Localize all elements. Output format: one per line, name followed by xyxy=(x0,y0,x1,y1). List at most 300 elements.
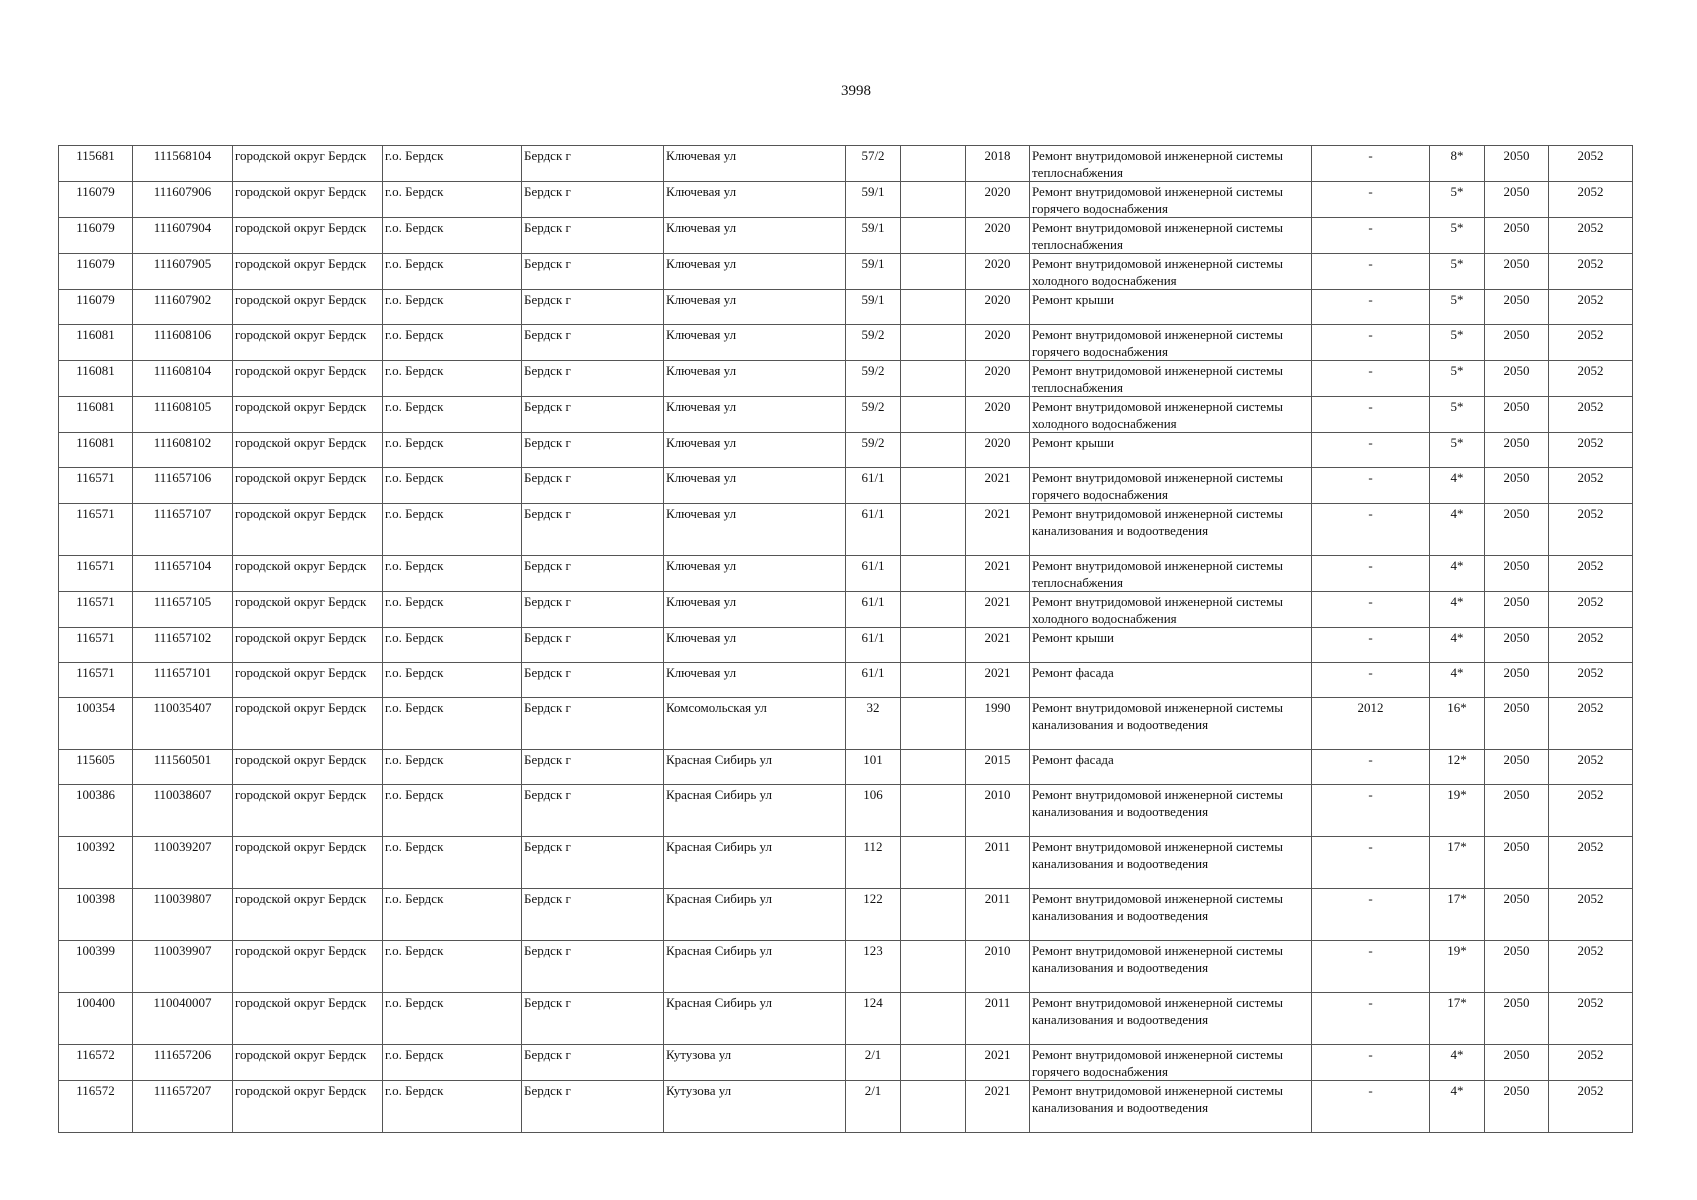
plan-start-cell: 2050 xyxy=(1485,1081,1549,1133)
work-id-cell: 111568104 xyxy=(133,146,233,182)
plan-start-cell: 2050 xyxy=(1485,941,1549,993)
plan-start-cell: 2050 xyxy=(1485,504,1549,556)
house-number-cell: 106 xyxy=(846,785,901,837)
plan-end-cell: 2052 xyxy=(1549,325,1633,361)
street-cell: Красная Сибирь ул xyxy=(664,785,846,837)
last-repair-year-cell: - xyxy=(1312,837,1430,889)
house-number-cell: 61/1 xyxy=(846,504,901,556)
municipality-cell: городской округ Бердск xyxy=(233,254,383,290)
municipality-cell: городской округ Бердск xyxy=(233,993,383,1045)
plan-end-cell: 2052 xyxy=(1549,361,1633,397)
district-cell: г.о. Бердск xyxy=(383,290,522,325)
wear-years-cell: 4* xyxy=(1430,556,1485,592)
work-type-cell: Ремонт внутридомовой инженерной системы горячего водоснабжения xyxy=(1030,1045,1312,1081)
work-type-cell: Ремонт фасада xyxy=(1030,750,1312,785)
last-repair-year-cell: - xyxy=(1312,889,1430,941)
district-cell: г.о. Бердск xyxy=(383,254,522,290)
wear-years-cell: 5* xyxy=(1430,290,1485,325)
plan-end-cell: 2052 xyxy=(1549,556,1633,592)
building-cell xyxy=(901,663,966,698)
house-number-cell: 61/1 xyxy=(846,468,901,504)
municipality-cell: городской округ Бердск xyxy=(233,698,383,750)
table-row xyxy=(59,889,1633,941)
construction-year-cell: 1990 xyxy=(966,698,1030,750)
settlement-cell: Бердск г xyxy=(522,993,664,1045)
house-id-cell: 116571 xyxy=(59,556,133,592)
street-cell: Кутузова ул xyxy=(664,1045,846,1081)
house-number-cell: 59/1 xyxy=(846,182,901,218)
district-cell: г.о. Бердск xyxy=(383,556,522,592)
work-type-cell: Ремонт внутридомовой инженерной системы канализования и водоотведения xyxy=(1030,1081,1312,1133)
table-row xyxy=(59,698,1633,750)
capital-repair-table xyxy=(58,145,1633,1133)
house-id-cell: 116081 xyxy=(59,397,133,433)
plan-start-cell: 2050 xyxy=(1485,1045,1549,1081)
municipality-cell: городской округ Бердск xyxy=(233,837,383,889)
last-repair-year-cell: - xyxy=(1312,556,1430,592)
street-cell: Ключевая ул xyxy=(664,218,846,254)
last-repair-year-cell: - xyxy=(1312,254,1430,290)
settlement-cell: Бердск г xyxy=(522,941,664,993)
table-row xyxy=(59,254,1633,290)
district-cell: г.о. Бердск xyxy=(383,750,522,785)
house-id-cell: 116081 xyxy=(59,361,133,397)
work-id-cell: 111657207 xyxy=(133,1081,233,1133)
plan-end-cell: 2052 xyxy=(1549,837,1633,889)
work-type-cell: Ремонт внутридомовой инженерной системы канализования и водоотведения xyxy=(1030,993,1312,1045)
plan-end-cell: 2052 xyxy=(1549,218,1633,254)
building-cell xyxy=(901,750,966,785)
house-number-cell: 61/1 xyxy=(846,628,901,663)
plan-start-cell: 2050 xyxy=(1485,993,1549,1045)
work-type-cell: Ремонт крыши xyxy=(1030,290,1312,325)
work-id-cell: 111657206 xyxy=(133,1045,233,1081)
street-cell: Ключевая ул xyxy=(664,290,846,325)
district-cell: г.о. Бердск xyxy=(383,361,522,397)
street-cell: Ключевая ул xyxy=(664,433,846,468)
wear-years-cell: 5* xyxy=(1430,397,1485,433)
plan-start-cell: 2050 xyxy=(1485,663,1549,698)
street-cell: Ключевая ул xyxy=(664,663,846,698)
wear-years-cell: 4* xyxy=(1430,504,1485,556)
construction-year-cell: 2015 xyxy=(966,750,1030,785)
construction-year-cell: 2010 xyxy=(966,785,1030,837)
district-cell: г.о. Бердск xyxy=(383,837,522,889)
work-type-cell: Ремонт внутридомовой инженерной системы теплоснабжения xyxy=(1030,361,1312,397)
work-type-cell: Ремонт внутридомовой инженерной системы канализования и водоотведения xyxy=(1030,698,1312,750)
wear-years-cell: 4* xyxy=(1430,1045,1485,1081)
construction-year-cell: 2020 xyxy=(966,325,1030,361)
wear-years-cell: 16* xyxy=(1430,698,1485,750)
street-cell: Ключевая ул xyxy=(664,325,846,361)
construction-year-cell: 2021 xyxy=(966,628,1030,663)
last-repair-year-cell: - xyxy=(1312,290,1430,325)
wear-years-cell: 17* xyxy=(1430,837,1485,889)
wear-years-cell: 5* xyxy=(1430,182,1485,218)
construction-year-cell: 2021 xyxy=(966,504,1030,556)
building-cell xyxy=(901,785,966,837)
municipality-cell: городской округ Бердск xyxy=(233,146,383,182)
building-cell xyxy=(901,468,966,504)
table-row xyxy=(59,1045,1633,1081)
work-id-cell: 111608104 xyxy=(133,361,233,397)
table-row xyxy=(59,750,1633,785)
work-id-cell: 110038607 xyxy=(133,785,233,837)
house-number-cell: 122 xyxy=(846,889,901,941)
district-cell: г.о. Бердск xyxy=(383,785,522,837)
work-type-cell: Ремонт внутридомовой инженерной системы теплоснабжения xyxy=(1030,556,1312,592)
house-number-cell: 124 xyxy=(846,993,901,1045)
building-cell xyxy=(901,325,966,361)
settlement-cell: Бердск г xyxy=(522,433,664,468)
table-row xyxy=(59,218,1633,254)
work-id-cell: 111608106 xyxy=(133,325,233,361)
last-repair-year-cell: 2012 xyxy=(1312,698,1430,750)
work-id-cell: 111608105 xyxy=(133,397,233,433)
wear-years-cell: 17* xyxy=(1430,889,1485,941)
settlement-cell: Бердск г xyxy=(522,504,664,556)
municipality-cell: городской округ Бердск xyxy=(233,628,383,663)
work-id-cell: 110039207 xyxy=(133,837,233,889)
district-cell: г.о. Бердск xyxy=(383,218,522,254)
plan-end-cell: 2052 xyxy=(1549,290,1633,325)
work-id-cell: 110039807 xyxy=(133,889,233,941)
last-repair-year-cell: - xyxy=(1312,182,1430,218)
page-number: 3998 xyxy=(841,83,871,99)
municipality-cell: городской округ Бердск xyxy=(233,397,383,433)
street-cell: Ключевая ул xyxy=(664,182,846,218)
district-cell: г.о. Бердск xyxy=(383,433,522,468)
street-cell: Красная Сибирь ул xyxy=(664,941,846,993)
building-cell xyxy=(901,837,966,889)
wear-years-cell: 5* xyxy=(1430,218,1485,254)
municipality-cell: городской округ Бердск xyxy=(233,290,383,325)
plan-end-cell: 2052 xyxy=(1549,698,1633,750)
municipality-cell: городской округ Бердск xyxy=(233,182,383,218)
house-id-cell: 116079 xyxy=(59,218,133,254)
plan-start-cell: 2050 xyxy=(1485,397,1549,433)
plan-start-cell: 2050 xyxy=(1485,628,1549,663)
work-type-cell: Ремонт внутридомовой инженерной системы горячего водоснабжения xyxy=(1030,325,1312,361)
house-number-cell: 59/1 xyxy=(846,254,901,290)
municipality-cell: городской округ Бердск xyxy=(233,663,383,698)
plan-end-cell: 2052 xyxy=(1549,750,1633,785)
district-cell: г.о. Бердск xyxy=(383,663,522,698)
house-id-cell: 116572 xyxy=(59,1081,133,1133)
work-type-cell: Ремонт внутридомовой инженерной системы теплоснабжения xyxy=(1030,146,1312,182)
wear-years-cell: 4* xyxy=(1430,663,1485,698)
last-repair-year-cell: - xyxy=(1312,941,1430,993)
plan-end-cell: 2052 xyxy=(1549,433,1633,468)
street-cell: Красная Сибирь ул xyxy=(664,993,846,1045)
construction-year-cell: 2011 xyxy=(966,837,1030,889)
house-number-cell: 61/1 xyxy=(846,592,901,628)
last-repair-year-cell: - xyxy=(1312,218,1430,254)
construction-year-cell: 2020 xyxy=(966,218,1030,254)
work-type-cell: Ремонт внутридомовой инженерной системы теплоснабжения xyxy=(1030,218,1312,254)
last-repair-year-cell: - xyxy=(1312,1045,1430,1081)
street-cell: Красная Сибирь ул xyxy=(664,889,846,941)
last-repair-year-cell: - xyxy=(1312,993,1430,1045)
building-cell xyxy=(901,993,966,1045)
work-type-cell: Ремонт внутридомовой инженерной системы канализования и водоотведения xyxy=(1030,504,1312,556)
plan-end-cell: 2052 xyxy=(1549,889,1633,941)
building-cell xyxy=(901,941,966,993)
municipality-cell: городской округ Бердск xyxy=(233,941,383,993)
house-id-cell: 116571 xyxy=(59,468,133,504)
plan-start-cell: 2050 xyxy=(1485,556,1549,592)
table-row xyxy=(59,993,1633,1045)
building-cell xyxy=(901,1045,966,1081)
house-number-cell: 59/1 xyxy=(846,290,901,325)
construction-year-cell: 2021 xyxy=(966,592,1030,628)
plan-start-cell: 2050 xyxy=(1485,290,1549,325)
last-repair-year-cell: - xyxy=(1312,785,1430,837)
plan-start-cell: 2050 xyxy=(1485,592,1549,628)
table-row xyxy=(59,941,1633,993)
work-id-cell: 111657101 xyxy=(133,663,233,698)
building-cell xyxy=(901,433,966,468)
plan-end-cell: 2052 xyxy=(1549,628,1633,663)
municipality-cell: городской округ Бердск xyxy=(233,361,383,397)
house-id-cell: 116081 xyxy=(59,433,133,468)
building-cell xyxy=(901,698,966,750)
work-type-cell: Ремонт внутридомовой инженерной системы холодного водоснабжения xyxy=(1030,254,1312,290)
district-cell: г.о. Бердск xyxy=(383,1081,522,1133)
work-type-cell: Ремонт фасада xyxy=(1030,663,1312,698)
table-row xyxy=(59,504,1633,556)
plan-start-cell: 2050 xyxy=(1485,750,1549,785)
wear-years-cell: 19* xyxy=(1430,941,1485,993)
settlement-cell: Бердск г xyxy=(522,628,664,663)
house-id-cell: 115605 xyxy=(59,750,133,785)
municipality-cell: городской округ Бердск xyxy=(233,556,383,592)
house-id-cell: 100392 xyxy=(59,837,133,889)
construction-year-cell: 2021 xyxy=(966,1045,1030,1081)
house-id-cell: 116571 xyxy=(59,504,133,556)
plan-end-cell: 2052 xyxy=(1549,592,1633,628)
settlement-cell: Бердск г xyxy=(522,325,664,361)
construction-year-cell: 2020 xyxy=(966,397,1030,433)
last-repair-year-cell: - xyxy=(1312,468,1430,504)
house-number-cell: 123 xyxy=(846,941,901,993)
district-cell: г.о. Бердск xyxy=(383,397,522,433)
table-row xyxy=(59,785,1633,837)
building-cell xyxy=(901,889,966,941)
house-number-cell: 59/2 xyxy=(846,397,901,433)
construction-year-cell: 2021 xyxy=(966,663,1030,698)
street-cell: Кутузова ул xyxy=(664,1081,846,1133)
municipality-cell: городской округ Бердск xyxy=(233,785,383,837)
work-id-cell: 111607905 xyxy=(133,254,233,290)
settlement-cell: Бердск г xyxy=(522,361,664,397)
municipality-cell: городской округ Бердск xyxy=(233,504,383,556)
plan-end-cell: 2052 xyxy=(1549,468,1633,504)
last-repair-year-cell: - xyxy=(1312,663,1430,698)
municipality-cell: городской округ Бердск xyxy=(233,468,383,504)
work-type-cell: Ремонт внутридомовой инженерной системы канализования и водоотведения xyxy=(1030,785,1312,837)
plan-end-cell: 2052 xyxy=(1549,993,1633,1045)
work-id-cell: 111657106 xyxy=(133,468,233,504)
district-cell: г.о. Бердск xyxy=(383,993,522,1045)
house-number-cell: 2/1 xyxy=(846,1081,901,1133)
table-row xyxy=(59,628,1633,663)
house-id-cell: 116571 xyxy=(59,592,133,628)
street-cell: Ключевая ул xyxy=(664,628,846,663)
building-cell xyxy=(901,218,966,254)
work-id-cell: 111560501 xyxy=(133,750,233,785)
settlement-cell: Бердск г xyxy=(522,592,664,628)
house-number-cell: 32 xyxy=(846,698,901,750)
wear-years-cell: 5* xyxy=(1430,325,1485,361)
wear-years-cell: 4* xyxy=(1430,1081,1485,1133)
house-number-cell: 59/1 xyxy=(846,218,901,254)
street-cell: Ключевая ул xyxy=(664,556,846,592)
last-repair-year-cell: - xyxy=(1312,397,1430,433)
district-cell: г.о. Бердск xyxy=(383,698,522,750)
last-repair-year-cell: - xyxy=(1312,146,1430,182)
municipality-cell: городской округ Бердск xyxy=(233,1081,383,1133)
district-cell: г.о. Бердск xyxy=(383,1045,522,1081)
table-row xyxy=(59,592,1633,628)
table-row xyxy=(59,325,1633,361)
district-cell: г.о. Бердск xyxy=(383,504,522,556)
work-type-cell: Ремонт внутридомовой инженерной системы канализования и водоотведения xyxy=(1030,889,1312,941)
work-id-cell: 110040007 xyxy=(133,993,233,1045)
work-id-cell: 110035407 xyxy=(133,698,233,750)
settlement-cell: Бердск г xyxy=(522,1081,664,1133)
settlement-cell: Бердск г xyxy=(522,254,664,290)
work-type-cell: Ремонт крыши xyxy=(1030,628,1312,663)
table-row xyxy=(59,837,1633,889)
wear-years-cell: 17* xyxy=(1430,993,1485,1045)
plan-start-cell: 2050 xyxy=(1485,254,1549,290)
table-row xyxy=(59,663,1633,698)
street-cell: Ключевая ул xyxy=(664,254,846,290)
settlement-cell: Бердск г xyxy=(522,182,664,218)
house-id-cell: 116571 xyxy=(59,628,133,663)
house-id-cell: 115681 xyxy=(59,146,133,182)
house-number-cell: 59/2 xyxy=(846,325,901,361)
plan-start-cell: 2050 xyxy=(1485,889,1549,941)
plan-end-cell: 2052 xyxy=(1549,146,1633,182)
wear-years-cell: 8* xyxy=(1430,146,1485,182)
house-id-cell: 100398 xyxy=(59,889,133,941)
street-cell: Ключевая ул xyxy=(664,468,846,504)
wear-years-cell: 12* xyxy=(1430,750,1485,785)
last-repair-year-cell: - xyxy=(1312,504,1430,556)
wear-years-cell: 4* xyxy=(1430,628,1485,663)
table-row xyxy=(59,146,1633,182)
wear-years-cell: 5* xyxy=(1430,254,1485,290)
work-id-cell: 111657104 xyxy=(133,556,233,592)
district-cell: г.о. Бердск xyxy=(383,325,522,361)
house-number-cell: 2/1 xyxy=(846,1045,901,1081)
street-cell: Ключевая ул xyxy=(664,146,846,182)
work-type-cell: Ремонт внутридомовой инженерной системы горячего водоснабжения xyxy=(1030,468,1312,504)
house-number-cell: 59/2 xyxy=(846,361,901,397)
work-id-cell: 111657105 xyxy=(133,592,233,628)
construction-year-cell: 2020 xyxy=(966,433,1030,468)
settlement-cell: Бердск г xyxy=(522,837,664,889)
work-id-cell: 111657107 xyxy=(133,504,233,556)
plan-end-cell: 2052 xyxy=(1549,785,1633,837)
plan-end-cell: 2052 xyxy=(1549,1045,1633,1081)
plan-start-cell: 2050 xyxy=(1485,325,1549,361)
work-type-cell: Ремонт внутридомовой инженерной системы горячего водоснабжения xyxy=(1030,182,1312,218)
house-id-cell: 100399 xyxy=(59,941,133,993)
house-number-cell: 59/2 xyxy=(846,433,901,468)
building-cell xyxy=(901,146,966,182)
house-number-cell: 61/1 xyxy=(846,663,901,698)
house-id-cell: 100354 xyxy=(59,698,133,750)
construction-year-cell: 2021 xyxy=(966,468,1030,504)
plan-start-cell: 2050 xyxy=(1485,361,1549,397)
table-row xyxy=(59,468,1633,504)
house-number-cell: 61/1 xyxy=(846,556,901,592)
district-cell: г.о. Бердск xyxy=(383,146,522,182)
last-repair-year-cell: - xyxy=(1312,750,1430,785)
house-number-cell: 101 xyxy=(846,750,901,785)
construction-year-cell: 2020 xyxy=(966,361,1030,397)
plan-start-cell: 2050 xyxy=(1485,146,1549,182)
table-row xyxy=(59,397,1633,433)
work-id-cell: 111608102 xyxy=(133,433,233,468)
municipality-cell: городской округ Бердск xyxy=(233,592,383,628)
work-id-cell: 110039907 xyxy=(133,941,233,993)
plan-start-cell: 2050 xyxy=(1485,698,1549,750)
building-cell xyxy=(901,254,966,290)
wear-years-cell: 4* xyxy=(1430,468,1485,504)
house-id-cell: 116571 xyxy=(59,663,133,698)
plan-end-cell: 2052 xyxy=(1549,397,1633,433)
last-repair-year-cell: - xyxy=(1312,325,1430,361)
work-type-cell: Ремонт внутридомовой инженерной системы канализования и водоотведения xyxy=(1030,837,1312,889)
table-row xyxy=(59,361,1633,397)
settlement-cell: Бердск г xyxy=(522,785,664,837)
municipality-cell: городской округ Бердск xyxy=(233,433,383,468)
municipality-cell: городской округ Бердск xyxy=(233,750,383,785)
last-repair-year-cell: - xyxy=(1312,592,1430,628)
settlement-cell: Бердск г xyxy=(522,698,664,750)
building-cell xyxy=(901,628,966,663)
work-id-cell: 111607904 xyxy=(133,218,233,254)
work-type-cell: Ремонт крыши xyxy=(1030,433,1312,468)
municipality-cell: городской округ Бердск xyxy=(233,1045,383,1081)
table-row xyxy=(59,182,1633,218)
house-number-cell: 57/2 xyxy=(846,146,901,182)
table-row xyxy=(59,290,1633,325)
house-id-cell: 116079 xyxy=(59,254,133,290)
work-type-cell: Ремонт внутридомовой инженерной системы холодного водоснабжения xyxy=(1030,592,1312,628)
work-type-cell: Ремонт внутридомовой инженерной системы холодного водоснабжения xyxy=(1030,397,1312,433)
house-id-cell: 100400 xyxy=(59,993,133,1045)
settlement-cell: Бердск г xyxy=(522,397,664,433)
building-cell xyxy=(901,361,966,397)
construction-year-cell: 2011 xyxy=(966,889,1030,941)
house-id-cell: 116572 xyxy=(59,1045,133,1081)
settlement-cell: Бердск г xyxy=(522,889,664,941)
settlement-cell: Бердск г xyxy=(522,218,664,254)
municipality-cell: городской округ Бердск xyxy=(233,889,383,941)
settlement-cell: Бердск г xyxy=(522,146,664,182)
plan-end-cell: 2052 xyxy=(1549,504,1633,556)
house-id-cell: 116081 xyxy=(59,325,133,361)
street-cell: Ключевая ул xyxy=(664,504,846,556)
table-row xyxy=(59,1081,1633,1133)
plan-end-cell: 2052 xyxy=(1549,1081,1633,1133)
plan-start-cell: 2050 xyxy=(1485,182,1549,218)
